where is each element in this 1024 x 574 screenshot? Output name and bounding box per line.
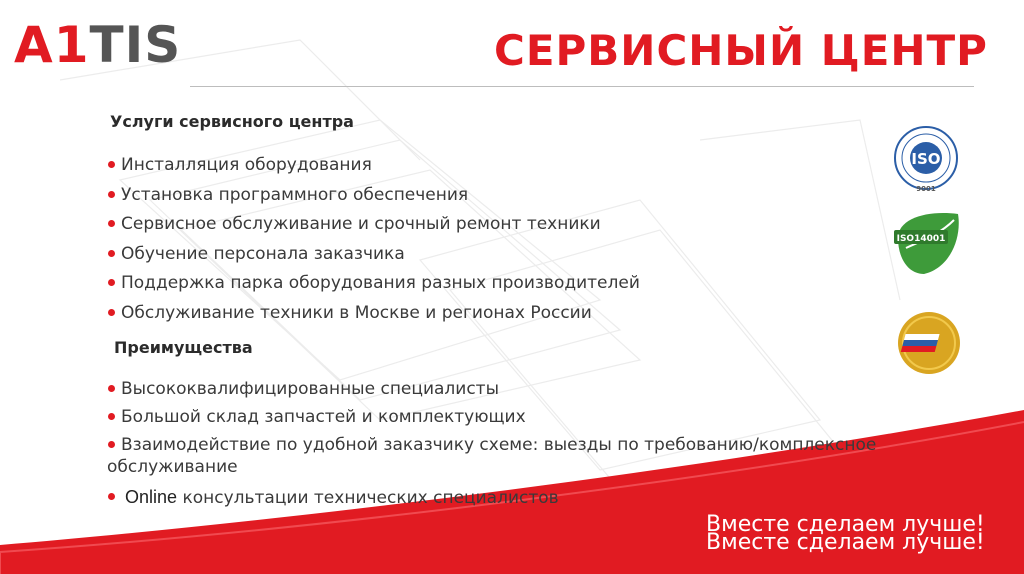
- iso14001-label: ISO14001: [896, 234, 946, 244]
- bullet-icon: [108, 250, 115, 257]
- page-title: СЕРВИСНЫЙ ЦЕНТР: [494, 26, 988, 75]
- iso-label: ISO: [911, 150, 941, 168]
- list-item: Сервисное обслуживание и срочный ремонт техники: [107, 213, 827, 235]
- bullet-icon: [108, 493, 115, 500]
- bullet-icon: [108, 385, 115, 392]
- iso-14001-leaf-badge-icon: [888, 208, 968, 282]
- advantages-list: [107, 378, 937, 484]
- bullet-icon: [108, 279, 115, 286]
- slogan-text: Вместе сделаем лучше!: [706, 512, 985, 537]
- list-item: Установка программного обеспечения: [107, 184, 827, 206]
- bullet-icon: [108, 413, 115, 420]
- online-rest: консультации технических специалистов: [182, 488, 559, 508]
- online-word: Online: [125, 487, 178, 507]
- list-item: Взаимодействие по удобной заказчику схеме: выезды по требованию/комплексное обслуживание: [107, 435, 877, 477]
- bullet-icon: [108, 161, 115, 168]
- logo-part-a1: A1: [14, 16, 90, 74]
- list-item: Высококвалифицированные специалисты: [107, 378, 937, 400]
- list-item: Инсталляция оборудования: [107, 154, 827, 176]
- services-heading: Услуги сервисного центра: [110, 112, 354, 131]
- bullet-icon: [108, 441, 115, 448]
- iso-number: 9001: [916, 185, 936, 193]
- company-logo[interactable]: [14, 16, 182, 74]
- russian-flag-gold-badge-icon: [896, 310, 962, 376]
- list-item: Поддержка парка оборудования разных производителей: [107, 272, 827, 294]
- bullet-icon: [108, 191, 115, 198]
- bullet-icon: [108, 220, 115, 227]
- services-list: [107, 154, 827, 331]
- list-item: Большой склад запчастей и комплектующих: [107, 406, 937, 428]
- list-item: Обслуживание техники в Москве и регионах России: [107, 302, 827, 324]
- title-divider: [190, 86, 974, 87]
- advantages-heading: Преимущества: [114, 338, 253, 357]
- iso-9001-badge-icon: [888, 124, 964, 200]
- slogan-shadow-text: Вместе сделаем лучше!: [706, 530, 985, 555]
- online-consultation-item: [108, 486, 559, 509]
- slogan: [706, 512, 1006, 555]
- list-item: Обучение персонала заказчика: [107, 243, 827, 265]
- logo-part-tis: TIS: [89, 16, 182, 74]
- bullet-icon: [108, 309, 115, 316]
